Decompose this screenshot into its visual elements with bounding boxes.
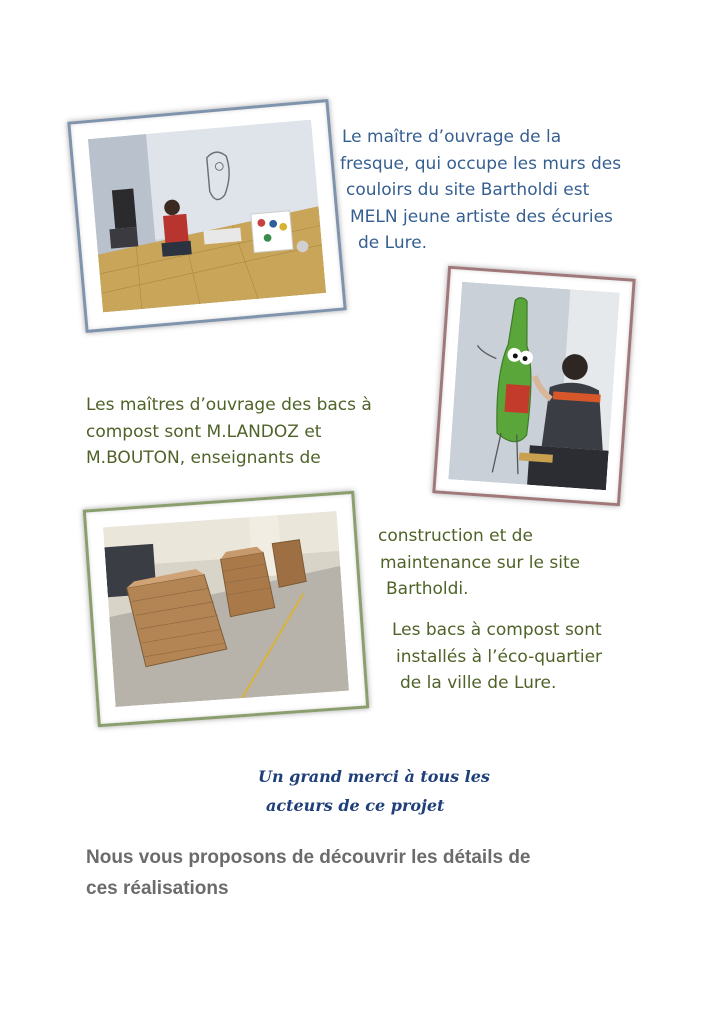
bacs-line: compost sont M.LANDOZ et: [86, 421, 322, 442]
install-line: Les bacs à compost sont: [392, 620, 602, 640]
install-line: installés à l’éco-quartier: [396, 646, 603, 667]
thanks-line: Un grand merci à tous les: [258, 767, 490, 786]
thanks-line: acteurs de ce projet: [266, 796, 445, 815]
install-line: de la ville de Lure.: [400, 673, 557, 693]
construction-paragraph: [0, 523, 580, 603]
fresque-paragraph: [0, 124, 621, 257]
install-paragraph: [0, 617, 602, 697]
construction-line: construction et de: [378, 526, 533, 546]
fresque-line: fresque, qui occupe les murs des: [340, 153, 622, 174]
bacs-line: M.BOUTON, enseignants de: [86, 448, 321, 468]
discover-line: Nous vous proposons de découvrir les détails de: [86, 847, 531, 868]
construction-line: Bartholdi.: [386, 579, 469, 599]
thanks-heading: [258, 762, 490, 820]
photo-bottle-fresco-image: [448, 282, 619, 491]
discover-paragraph: [86, 842, 531, 904]
photo-bottle-fresco: [432, 266, 635, 507]
construction-line: maintenance sur le site: [380, 552, 581, 573]
fresque-line: couloirs du site Bartholdi est: [346, 180, 590, 200]
fresque-line: MELN jeune artiste des écuries: [350, 206, 613, 227]
fresque-line: de Lure.: [358, 233, 428, 253]
fresque-line: Le maître d’ouvrage de la: [342, 127, 562, 147]
bacs-line: Les maîtres d’ouvrage des bacs à: [86, 395, 372, 415]
bacs-paragraph: [86, 392, 372, 472]
discover-line: ces réalisations: [86, 878, 229, 899]
